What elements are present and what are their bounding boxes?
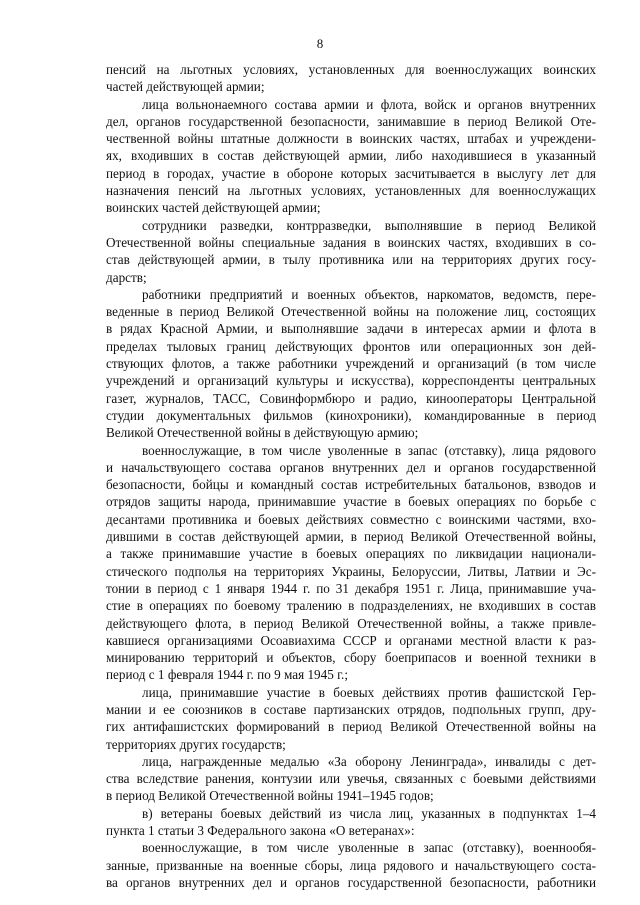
text-line: лица вольнонаемного состава армии и флота, войск и органов внутренних bbox=[142, 96, 596, 112]
text-line: тонии в период с 1 января 1944 г. по 31 декабря 1951 г. Лица, принимавшие уча- bbox=[106, 580, 596, 596]
text-line: Отечественной войны специальные задания в воинских частях, входивших в со- bbox=[106, 234, 596, 250]
text-line: чественной войны штатные должности в воинских частях, штабах и учреждени- bbox=[106, 131, 596, 147]
text-line: пределах тыловых границ действующих фронтов или операционных зон дей- bbox=[106, 338, 596, 354]
text-line: минированию территорий и объектов, сбору боеприпасов и военной техники в bbox=[106, 650, 596, 666]
text-line: дел, органов государственной безопасности, занимавшие в период Великой Оте- bbox=[106, 113, 596, 129]
text-line: пенсий на льготных условиях, установленных для военнослужащих воинских bbox=[106, 62, 596, 77]
text-line: военнослужащие, в том числе уволенные в запас (отставку), лица рядового bbox=[142, 442, 596, 458]
text-line: кавшиеся организациями Осоавиахима СССР и органами местной власти к раз- bbox=[106, 632, 596, 648]
text-line: десантами противника и боевых действиях совместно с воинскими частями, вхо- bbox=[106, 511, 596, 527]
page-number: 8 bbox=[316, 36, 324, 51]
text-line: отрядов защиты народа, принимавшие участие в боевых операциях по борьбе с bbox=[106, 494, 596, 510]
body-text bbox=[106, 61, 596, 891]
text-line: стие в операциях по боевому тралению в подразделениях, не входивших в состав bbox=[106, 598, 596, 614]
text-line: ствующих флотов, а также работники учреждений и организаций (в том числе bbox=[106, 356, 596, 372]
text-line: гих антифашистских формирований в период Великой Отечественной войны на bbox=[106, 719, 596, 735]
text-line: стического подполья на территориях Украины, Белоруссии, Литвы, Латвии и Эс- bbox=[106, 563, 596, 579]
text-line: военнослужащие, в том числе уволенные в запас (отставку), военнообя- bbox=[142, 840, 596, 856]
text-line: учреждений и организаций культуры и искусства), корреспонденты центральных bbox=[106, 373, 596, 389]
text-line: лица, принимавшие участие в боевых действиях против фашистской Гер- bbox=[142, 684, 596, 700]
text-line: действующего флота, в период Великой Отечественной войны, а также привле- bbox=[106, 615, 596, 631]
text-line: студии документальных фильмов (кинохроники), командированные в период bbox=[106, 407, 596, 423]
text-line: период в городах, участие в обороне которых засчитывается в выслугу лет для bbox=[106, 165, 596, 181]
text-line: в) ветераны боевых действий из числа лиц, указанных в подпунктах 1–4 bbox=[142, 805, 596, 821]
text-line: назначения пенсий на льготных условиях, установленных для военнослужащих bbox=[106, 183, 596, 199]
text-line: ях, входивших в состав действующей армии, либо находившиеся в указанный bbox=[106, 148, 596, 164]
text-line: в период Великой Отечественной войны 1941–1945 годов; bbox=[106, 788, 434, 804]
text-line: ва органов внутренних дел и органов государственной безопасности, работники bbox=[106, 874, 596, 890]
text-line: пункта 1 статьи 3 Федерального закона «О ветеранах»: bbox=[106, 823, 415, 839]
text-line: дившими в состав действующей армии, в период Великой Отечественной войны, bbox=[106, 529, 596, 545]
text-line: занные, призванные на военные сборы, лица рядового и начальствующего соста- bbox=[106, 857, 596, 873]
text-line: сотрудники разведки, контрразведки, выполнявшие в период Великой bbox=[142, 217, 596, 233]
text-line: и начальствующего состава органов внутренних дел и органов государственной bbox=[106, 459, 596, 475]
text-line: в рядах Красной Армии, и выполнявшие задачи в интересах армии и флота в bbox=[106, 321, 596, 337]
text-line: период с 1 февраля 1944 г. по 9 мая 1945 г.; bbox=[106, 667, 349, 683]
text-line: а также принимавшие участие в боевых операциях по ликвидации национали- bbox=[106, 546, 596, 562]
text-line: дарств; bbox=[106, 269, 147, 285]
text-line: Великой Отечественной войны в действующую армию; bbox=[106, 425, 419, 441]
text-line: воинских частей действующей армии; bbox=[106, 200, 321, 216]
text-line: газет, журналов, ТАСС, Совинформбюро и радио, кинооператоры Центральной bbox=[106, 390, 596, 406]
text-line: лица, награжденные медалью «За оборону Ленинграда», инвалиды с дет- bbox=[142, 753, 596, 769]
text-line: веденные в период Великой Отечественной войны на положение лиц, состоящих bbox=[106, 304, 596, 320]
text-line: став действующей армии, в тылу противника или на территориях других госу- bbox=[106, 252, 596, 268]
text-line: мании и ее союзников в составе партизанских отрядов, подпольных групп, дру- bbox=[106, 701, 596, 717]
text-line: работники предприятий и военных объектов, наркоматов, ведомств, пере- bbox=[142, 286, 596, 302]
text-line: безопасности, бойцы и командный состав истребительных батальонов, взводов и bbox=[106, 477, 596, 493]
text-line: частей действующей армии; bbox=[106, 79, 265, 95]
text-line: ства вследствие ранения, контузии или увечья, связанных с боевыми действиями bbox=[106, 771, 596, 787]
text-line: территориях других государств; bbox=[106, 736, 286, 752]
